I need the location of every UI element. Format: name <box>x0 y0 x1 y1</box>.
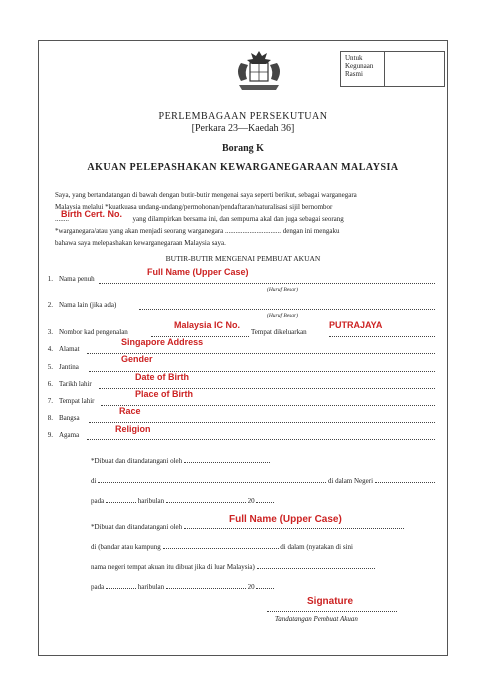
field-label: Jantina <box>59 363 79 371</box>
issued-place-label: Tempat dikeluarkan <box>251 328 307 336</box>
month-line <box>166 588 246 589</box>
field-race[interactable] <box>39 414 447 426</box>
form-page <box>38 40 448 656</box>
religion-annotation: Religion <box>115 424 151 434</box>
field-line <box>99 283 435 284</box>
field-religion[interactable] <box>39 431 447 443</box>
uppercase-hint: (Huruf Besar) <box>267 313 299 319</box>
field-label: Tarikh lahir <box>59 380 92 388</box>
field-line <box>139 309 435 310</box>
intro-line-5: bahawa saya melepashakan kewarganegaraan Malaysia saya. <box>55 239 226 247</box>
day-of-label: haribulan <box>137 497 165 505</box>
on-label: pada <box>91 497 105 505</box>
signing-a-line-2 <box>91 477 435 485</box>
article-reference: [Perkara 23—Kaedah 36] <box>191 123 295 134</box>
at-label: di <box>91 477 97 485</box>
signature-line[interactable] <box>267 611 397 612</box>
field-label: Agama <box>59 431 80 439</box>
signing-a-line-1 <box>91 457 270 465</box>
office-use-label: Untuk Kegunaan Rasmi <box>345 54 374 78</box>
town-label: di (bandar atau kampung <box>91 543 161 551</box>
full-name-annotation: Full Name (Upper Case) <box>147 267 249 277</box>
constitution-title: PERLEMBAGAAN PERSEKUTUAN <box>158 111 328 122</box>
intro-line-2: Malaysia melalui *kuatkuasa undang-undang/permohonan/pendaftaran/naturalisasi sijil bernombor <box>55 203 333 211</box>
field-label: Nama penuh <box>59 275 95 283</box>
day-of-label: haribulan <box>137 583 165 591</box>
day-line <box>106 588 136 589</box>
field-label: Nombor kad pengenalan <box>59 328 128 336</box>
day-line <box>106 502 136 503</box>
year-prefix: 20 <box>247 497 255 505</box>
field-gender[interactable] <box>39 363 447 375</box>
field-date-of-birth[interactable] <box>39 380 447 392</box>
office-use-box <box>340 51 445 87</box>
field-address[interactable] <box>39 345 447 357</box>
signing-b-line-4 <box>91 583 274 591</box>
issued-place-annotation: PUTRAJAYA <box>329 320 383 330</box>
field-ic-number[interactable] <box>39 328 447 340</box>
state-note-label: di dalam (nyatakan di sini <box>280 543 353 551</box>
full-name-2-annotation: Full Name (Upper Case) <box>229 514 342 525</box>
field-line <box>89 422 435 423</box>
signature-annotation: Signature <box>307 596 354 607</box>
place-line <box>98 482 326 483</box>
field-number: 2. <box>47 301 53 309</box>
race-annotation: Race <box>119 406 141 416</box>
field-number: 8. <box>47 414 53 422</box>
field-place-of-birth[interactable] <box>39 397 447 409</box>
office-box-divider <box>384 52 385 86</box>
form-subtitle: AKUAN PELEPASHAKAN KEWARGANEGARAAN MALAYSIA <box>87 162 399 173</box>
coat-of-arms-emblem <box>229 49 289 93</box>
signing-b-line-2 <box>91 543 353 551</box>
field-line <box>101 405 435 406</box>
field-other-name[interactable] <box>39 301 447 313</box>
field-label: Alamat <box>59 345 80 353</box>
abroad-note: nama negeri tempat akuan itu dibuat jika di luar Malaysia) <box>91 563 255 571</box>
signing-b-line-3 <box>91 563 375 571</box>
pob-annotation: Place of Birth <box>135 389 194 399</box>
town-line <box>163 548 279 549</box>
intro-line-4: *warganegara/atau yang akan menjadi seorang warganegara ................................ dengan ini mengaku <box>55 227 340 235</box>
field-number: 4. <box>47 345 53 353</box>
state-name-line <box>257 568 375 569</box>
dob-annotation: Date of Birth <box>135 372 189 382</box>
intro-line-1: Saya, yang bertandatangan di bawah dengan butir-butir mengenai saya seperti berikut, sebagai warganegara <box>55 191 357 199</box>
field-number: 1. <box>47 275 53 283</box>
field-number: 6. <box>47 380 53 388</box>
field-number: 5. <box>47 363 53 371</box>
signer-line <box>184 462 270 463</box>
address-annotation: Singapore Address <box>121 337 204 347</box>
made-and-signed-by: *Dibuat dan ditandatangani oleh <box>91 523 183 531</box>
field-number: 9. <box>47 431 53 439</box>
year-prefix: 20 <box>247 583 255 591</box>
intro-line-3-pre: ........ <box>55 215 69 223</box>
field-label: Bangsa <box>59 414 80 422</box>
signer-line <box>184 528 404 529</box>
state-line <box>375 482 435 483</box>
signature-caption: Tandatangan Pembuat Akuan <box>275 615 358 623</box>
signing-a-line-3 <box>91 497 274 505</box>
birth-cert-annotation: Birth Cert. No. <box>61 209 123 219</box>
field-label: Tempat lahir <box>59 397 95 405</box>
field-label: Nama lain (jika ada) <box>59 301 117 309</box>
gender-annotation: Gender <box>121 354 153 364</box>
uppercase-hint: (Huruf Besar) <box>267 287 299 293</box>
on-label: pada <box>91 583 105 591</box>
year-line <box>256 588 274 589</box>
section-title: BUTIR-BUTIR MENGENAI PEMBUAT AKUAN <box>165 254 321 263</box>
field-number: 3. <box>47 328 53 336</box>
year-line <box>256 502 274 503</box>
field-line <box>329 336 435 337</box>
intro-line-3-post: yang dilampirkan bersama ini, dan sempurna akal dan juga sebagai seorang <box>132 215 344 223</box>
month-line <box>166 502 246 503</box>
field-line <box>87 439 435 440</box>
in-state-label: di dalam Negeri <box>327 477 374 485</box>
ic-no-annotation: Malaysia IC No. <box>174 320 241 330</box>
made-and-signed-by: *Dibuat dan ditandatangani oleh <box>91 457 183 465</box>
field-number: 7. <box>47 397 53 405</box>
form-name: Borang K <box>222 143 264 154</box>
